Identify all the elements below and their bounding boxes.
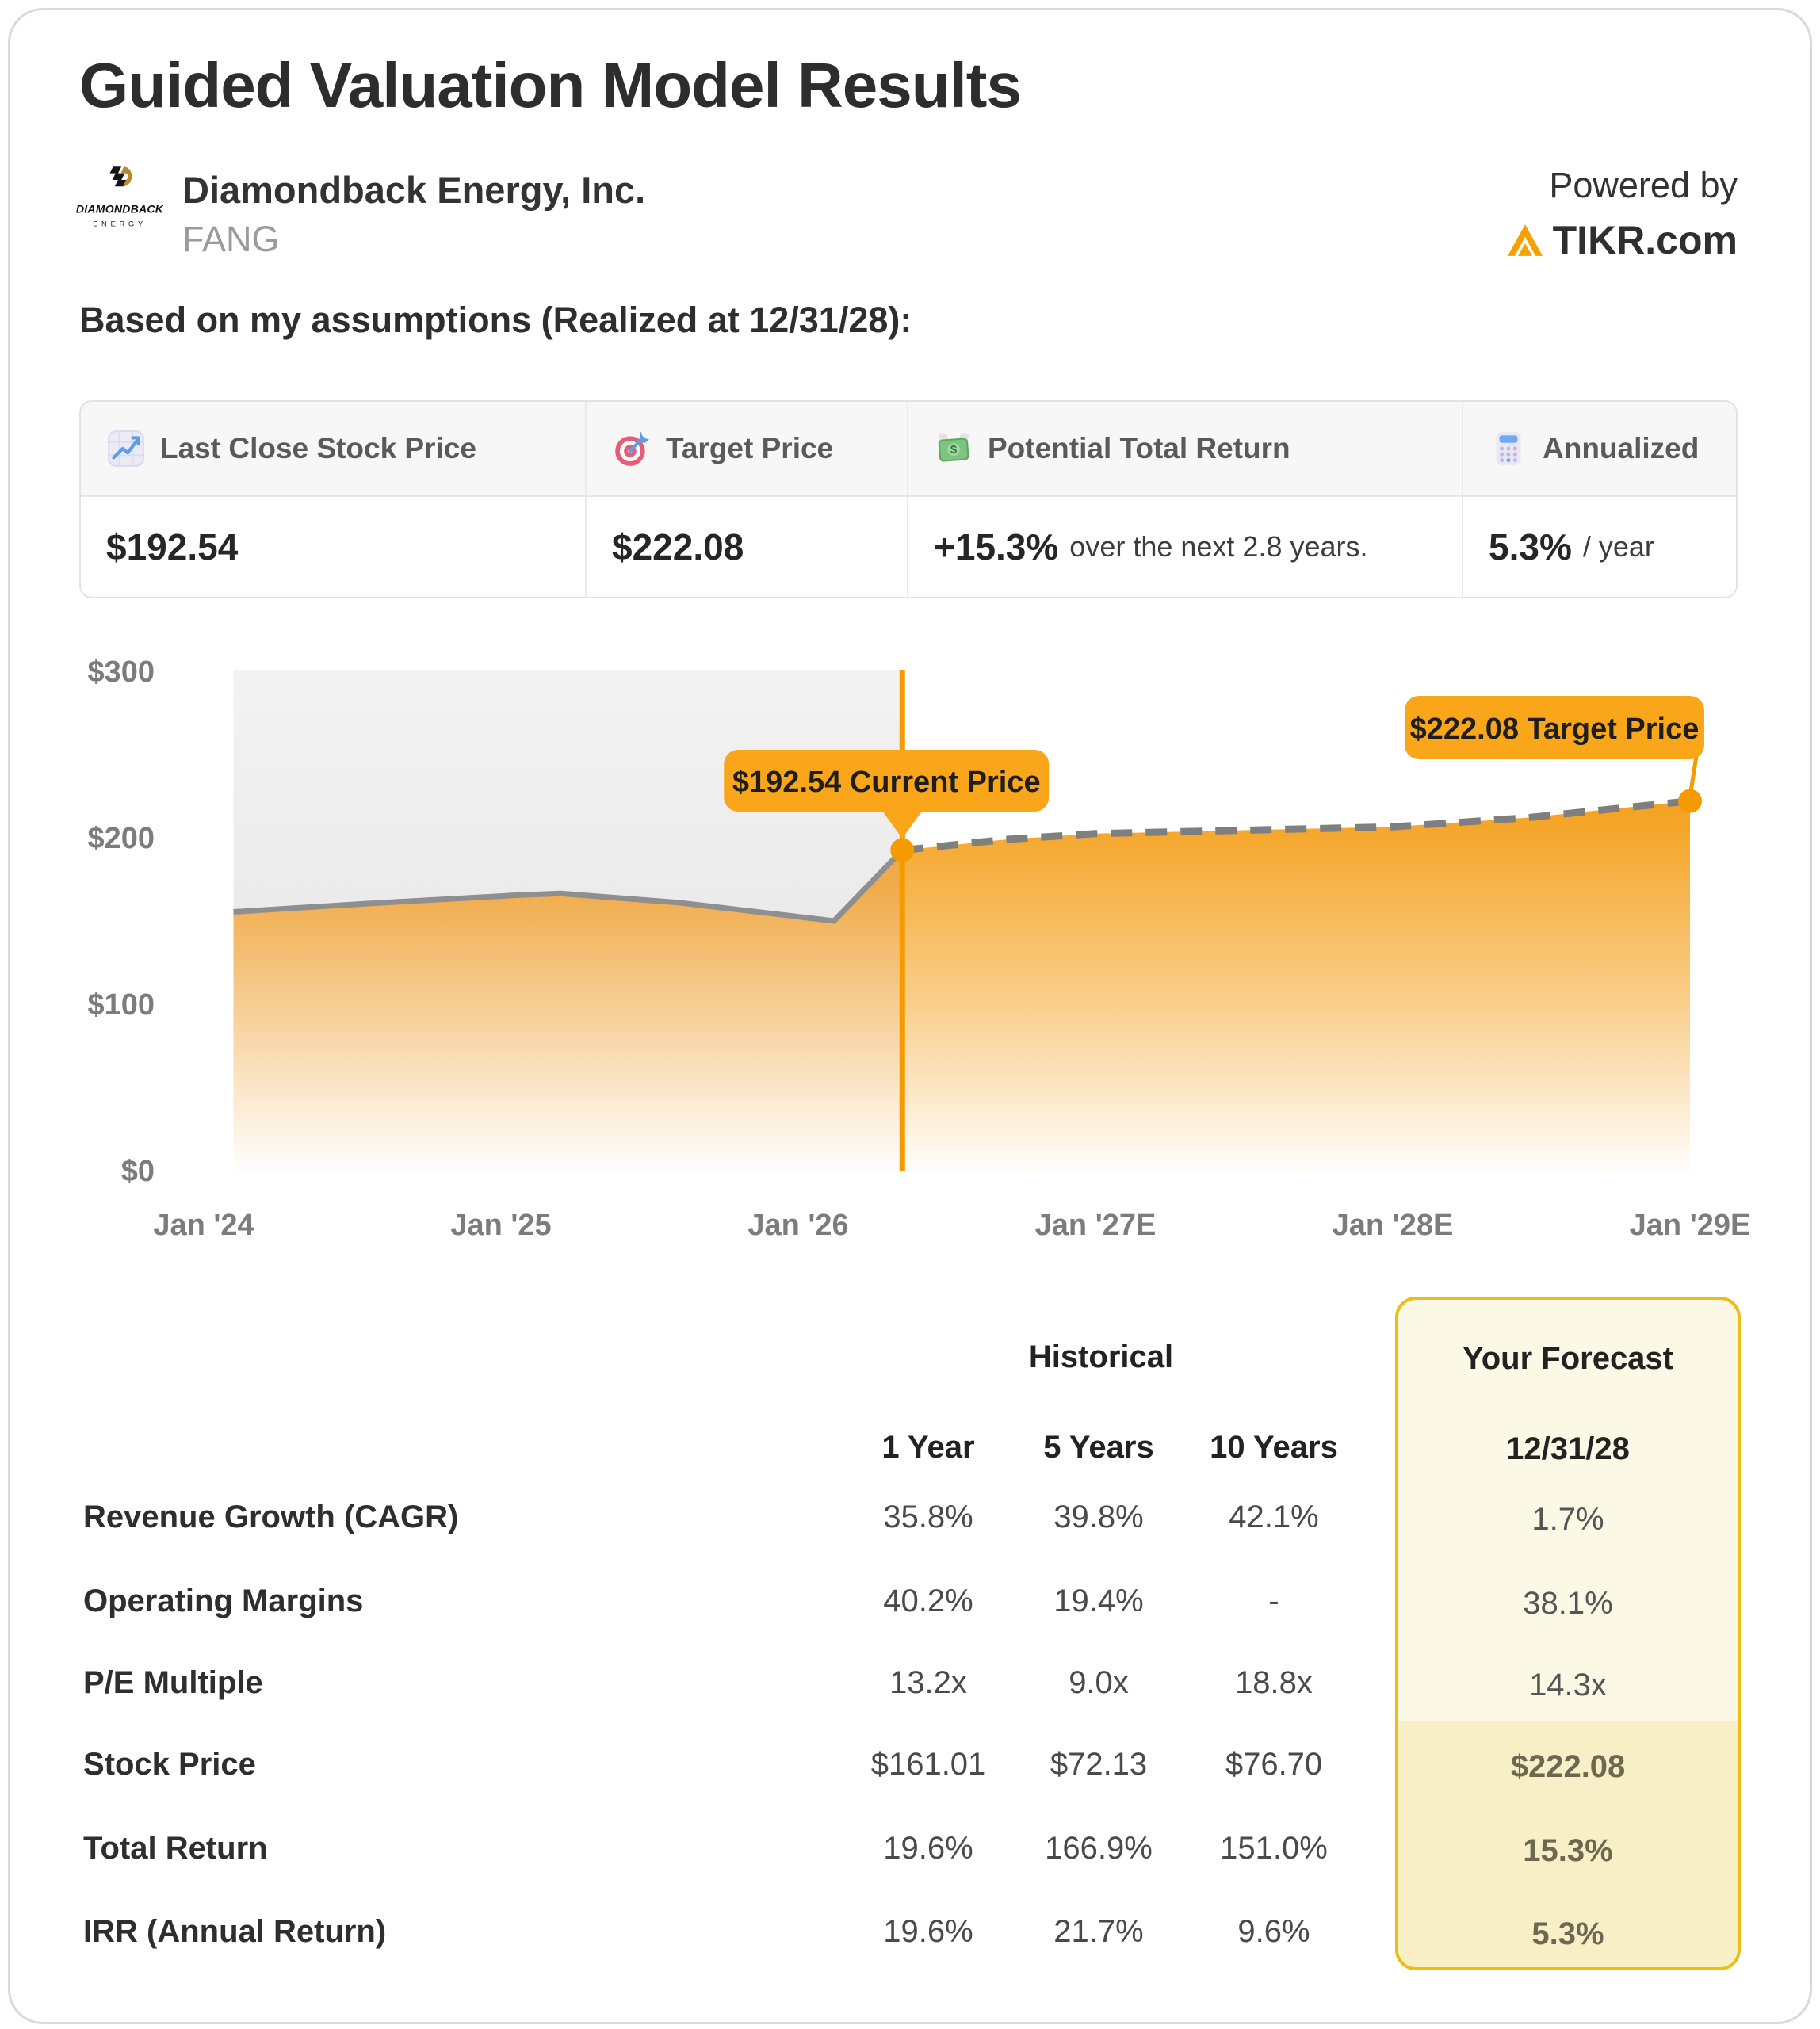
company-ticker: FANG (182, 219, 280, 259)
table-value: 35.8% (883, 1500, 973, 1534)
diamondback-logo-icon (76, 162, 163, 238)
svg-text:Jan '27E: Jan '27E (1034, 1209, 1157, 1242)
svg-text:Jan '24: Jan '24 (153, 1209, 254, 1242)
chart-increasing-icon (106, 429, 146, 468)
svg-text:$0: $0 (120, 1155, 155, 1188)
forecast-value: $222.08 (1510, 1749, 1626, 1784)
forecast-value: 14.3x (1529, 1668, 1607, 1702)
svg-text:$200: $200 (87, 822, 155, 855)
col-header-10-years: 10 Years (1210, 1430, 1338, 1465)
brand-link[interactable]: TIKR.com (1552, 218, 1738, 262)
forecast-group-header: Your Forecast (1462, 1341, 1673, 1376)
summary-stats-value-row (81, 497, 1736, 597)
table-value: 19.4% (1053, 1584, 1144, 1618)
money-with-wings-icon (934, 429, 973, 468)
svg-text:$: $ (950, 444, 958, 457)
company-name: Diamondback Energy, Inc. (182, 169, 646, 211)
stat-header-annualized (1463, 402, 1736, 495)
col-header-forecast-date: 12/31/28 (1506, 1431, 1630, 1466)
annualized-return-pct: 5.3% (1489, 526, 1572, 567)
forecast-value: 38.1% (1523, 1586, 1613, 1621)
stat-value-total-return (908, 497, 1463, 597)
row-label: Total Return (83, 1831, 268, 1866)
svg-text:Jan '26: Jan '26 (748, 1209, 849, 1242)
table-value: 42.1% (1229, 1500, 1319, 1534)
table-value: $76.70 (1225, 1747, 1323, 1782)
stat-label: Potential Total Return (988, 432, 1290, 464)
col-header-1-year: 1 Year (881, 1430, 975, 1465)
table-value: 13.2x (889, 1665, 967, 1700)
powered-by-block (1507, 165, 1738, 263)
forecast-value: 15.3% (1523, 1833, 1613, 1868)
total-return-horizon: over the next 2.8 years. (1069, 530, 1368, 563)
company-logo (76, 162, 163, 238)
svg-text:$192.54 Current Price: $192.54 Current Price (732, 766, 1041, 799)
assumptions-heading: Based on my assumptions (Realized at 12/31/28): (79, 300, 912, 340)
svg-text:$100: $100 (87, 988, 155, 1022)
svg-text:Jan '25: Jan '25 (450, 1209, 552, 1242)
table-value: $72.13 (1050, 1747, 1148, 1782)
row-label: Revenue Growth (CAGR) (83, 1500, 459, 1534)
table-value: 19.6% (883, 1831, 973, 1866)
row-label: P/E Multiple (83, 1665, 263, 1700)
table-value: 39.8% (1053, 1500, 1144, 1534)
svg-text:Jan '29E: Jan '29E (1629, 1209, 1751, 1242)
row-label: Stock Price (83, 1747, 256, 1782)
calculator-icon (1489, 429, 1528, 468)
stat-value-annualized (1463, 497, 1736, 597)
annualized-suffix: / year (1582, 530, 1654, 563)
total-return-pct: +15.3% (934, 526, 1059, 567)
table-value: 151.0% (1220, 1831, 1328, 1866)
stat-label: Last Close Stock Price (160, 432, 476, 464)
forecast-value: 1.7% (1531, 1502, 1604, 1537)
powered-by-label: Powered by (1549, 165, 1738, 205)
tikr-triangle-icon (1507, 224, 1543, 257)
stat-header-target-price (587, 402, 908, 495)
row-label: Operating Margins (83, 1584, 364, 1618)
table-value: 9.6% (1237, 1914, 1310, 1949)
table-value: 21.7% (1053, 1914, 1144, 1949)
table-value: 166.9% (1045, 1831, 1153, 1866)
summary-stats-table (79, 400, 1738, 598)
col-header-5-years: 5 Years (1043, 1430, 1154, 1465)
table-value: 9.0x (1069, 1665, 1129, 1700)
table-value: $161.01 (870, 1747, 986, 1782)
price-forecast-chart (0, 626, 1820, 1268)
target-price: $222.08 (612, 526, 744, 567)
svg-text:$300: $300 (87, 655, 155, 689)
summary-stats-header-row (81, 402, 1736, 497)
target-icon (612, 429, 652, 468)
page-title: Guided Valuation Model Results (79, 50, 1021, 120)
historical-group-header: Historical (1028, 1339, 1174, 1374)
svg-text:Jan '28E: Jan '28E (1332, 1209, 1454, 1242)
stat-header-last-close (81, 402, 587, 495)
last-close-price: $192.54 (106, 526, 239, 567)
stat-value-target-price (587, 497, 908, 597)
logo-text-top: DIAMONDBACK (76, 202, 163, 216)
stat-header-total-return (908, 402, 1463, 495)
table-value: - (1268, 1584, 1279, 1618)
forecast-value: 5.3% (1531, 1916, 1604, 1951)
svg-text:$222.08 Target Price: $222.08 Target Price (1409, 713, 1700, 746)
table-value: 40.2% (883, 1584, 973, 1618)
table-value: 19.6% (883, 1914, 973, 1949)
logo-text-bottom: ENERGY (93, 219, 147, 228)
stat-value-last-close (81, 497, 587, 597)
stat-label: Target Price (666, 432, 834, 464)
stat-label: Annualized (1543, 432, 1700, 464)
row-label: IRR (Annual Return) (83, 1914, 387, 1949)
table-value: 18.8x (1235, 1665, 1313, 1700)
